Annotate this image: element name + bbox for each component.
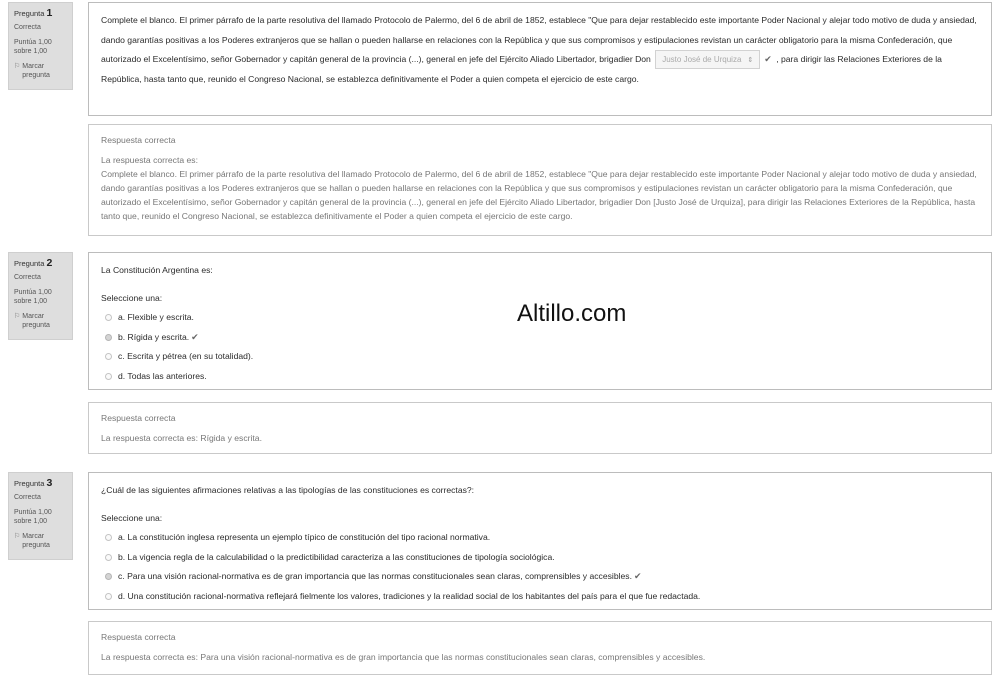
feedback-text: Complete el blanco. El primer párrafo de la parte resolutiva del llamado Protocolo de Palermo, del 6 de abril de 1852, establece "Que para dejar restablecido este importante Poder Nacional y alejar todo motivo de duda y ansiedad, dando garantías positivas a los Poderes extranjeros que se hallan o pueden hallarse en relaciones con la República y que sus compromisos y estipulaciones revistan un carácter obligatorio para la misma Confederación, que autorizado el Excelentísimo, señor Gobernador y capitán general de la provincia (...), general en jefe del Ejército Aliado Libertador, brigadier Don [Justo José de Urquiza], para dirigir las Relaciones Exteriores de la República, hasta tanto que, reunido el Congreso Nacional, se establezca definitivamente el Poder a quien competa el ejercicio de este cargo. <box>101 169 977 221</box>
answer-option-d[interactable] <box>101 367 979 387</box>
flag-label: Marcar pregunta <box>22 532 50 550</box>
flag-label: Marcar pregunta <box>22 312 50 330</box>
feedback-prefix: La respuesta correcta es: <box>101 155 198 165</box>
question-number: 2 <box>46 257 53 269</box>
question-info-3 <box>8 472 73 560</box>
feedback-title: Respuesta correcta <box>101 413 176 423</box>
question-grade: Puntúa 1,00 sobre 1,00 <box>14 38 52 55</box>
radio-button[interactable] <box>105 554 112 561</box>
answer-option-d[interactable] <box>101 587 979 607</box>
question-text-after: , para dirigir las Relaciones Exteriores de la República, hasta tanto que, reunido el Congreso Nacional, se establezca definitivamente el Poder a quien competa el ejercicio de este cargo. <box>101 54 942 84</box>
question-grade: Puntúa 1,00 sobre 1,00 <box>14 288 52 305</box>
question-state: Correcta <box>14 493 41 501</box>
option-text: d. Una constitución racional-normativa reflejará fielmente los valores, tradiciones y la realidad social de los habitantes del país para el que fue redactada. <box>118 590 701 601</box>
flag-question-link[interactable] <box>14 312 67 330</box>
select-prompt: Seleccione una: <box>101 512 163 523</box>
radio-button[interactable] <box>105 353 112 360</box>
flag-label: Marcar pregunta <box>22 62 50 80</box>
option-text: b. La vigencia regla de la calculabilidad o la predictibilidad caracteriza a las constituciones de tipología sociológica. <box>118 551 555 562</box>
answer-options <box>101 528 979 606</box>
answer-option-b[interactable] <box>101 328 979 348</box>
answer-option-c[interactable] <box>101 347 979 367</box>
flag-question-link[interactable] <box>14 532 67 550</box>
question-info-1 <box>8 2 73 90</box>
question-text: ¿Cuál de las siguientes afirmaciones relativas a las tipologías de las constituciones es correctas?: <box>101 485 475 495</box>
question-text-before: Complete el blanco. El primer párrafo de la parte resolutiva del llamado Protocolo de Palermo, del 6 de abril de 1852, establece "Que para dejar restablecido este importante Poder Nacional y alejar todo motivo de duda y ansiedad, dando garantías positivas a los Poderes extranjeros que se hallan o pueden hallarse en relaciones con la República y que sus compromisos y estipulaciones revistan un carácter obligatorio para la misma Confederación, que autorizado el Excelentísimo, señor Gobernador y capitán general de la provincia (...), general en jefe del Ejército Aliado Libertador, brigadier Don <box>101 15 977 64</box>
check-icon: ✔ <box>764 54 772 64</box>
radio-button[interactable] <box>105 373 112 380</box>
option-text: a. Flexible y escrita. <box>118 312 194 322</box>
answer-option-b[interactable] <box>101 548 979 568</box>
flag-question-link[interactable] <box>14 62 67 80</box>
option-text: b. Rígida y escrita. <box>118 331 190 342</box>
question-label: Pregunta <box>14 9 45 18</box>
flag-icon: ⚐ <box>14 62 21 70</box>
question-text-1 <box>88 2 992 116</box>
check-icon: ✔ <box>633 571 642 581</box>
answer-select[interactable]: Justo José de Urquiza ⇕ <box>655 50 760 69</box>
feedback-2 <box>88 402 992 454</box>
question-state: Correcta <box>14 273 41 281</box>
option-text: d. Todas las anteriores. <box>118 370 207 381</box>
answer-option-a[interactable] <box>101 528 979 548</box>
radio-button[interactable] <box>105 534 112 541</box>
question-text-3 <box>88 472 992 610</box>
question-info-2 <box>8 252 73 340</box>
radio-button[interactable] <box>105 593 112 600</box>
watermark: Altillo.com <box>517 300 627 327</box>
feedback-text: La respuesta correcta es: Para una visión racional-normativa es de gran importancia que las normas constitucionales sean claras, comprensibles y accesibles. <box>101 652 706 662</box>
flag-icon: ⚐ <box>14 532 21 540</box>
flag-icon: ⚐ <box>14 312 21 320</box>
question-label: Pregunta <box>14 479 45 488</box>
option-text: c. Para una visión racional-normativa es de gran importancia que las normas constitucionales sean claras, comprensibles y accesibles. <box>118 571 632 581</box>
answer-option-c[interactable] <box>101 567 979 587</box>
question-state: Correcta <box>14 23 41 31</box>
option-text: a. La constitución inglesa representa un ejemplo típico de constitución del tipo racional normativa. <box>118 532 491 542</box>
option-text: c. Escrita y pétrea (en su totalidad). <box>118 351 254 361</box>
radio-button[interactable] <box>105 573 112 580</box>
feedback-title: Respuesta correcta <box>101 632 176 642</box>
feedback-text: La respuesta correcta es: Rígida y escrita. <box>101 433 262 443</box>
feedback-title: Respuesta correcta <box>101 135 176 145</box>
chevron-down-icon: ⇕ <box>747 57 754 65</box>
feedback-3 <box>88 621 992 675</box>
radio-button[interactable] <box>105 314 112 321</box>
question-number: 3 <box>46 477 53 489</box>
check-icon: ✔ <box>191 331 199 342</box>
question-grade: Puntúa 1,00 sobre 1,00 <box>14 508 52 525</box>
question-text: La Constitución Argentina es: <box>101 265 213 275</box>
select-prompt: Seleccione una: <box>101 292 163 303</box>
feedback-1 <box>88 124 992 236</box>
radio-button[interactable] <box>105 334 112 341</box>
question-label: Pregunta <box>14 259 45 268</box>
question-number: 1 <box>46 7 53 19</box>
